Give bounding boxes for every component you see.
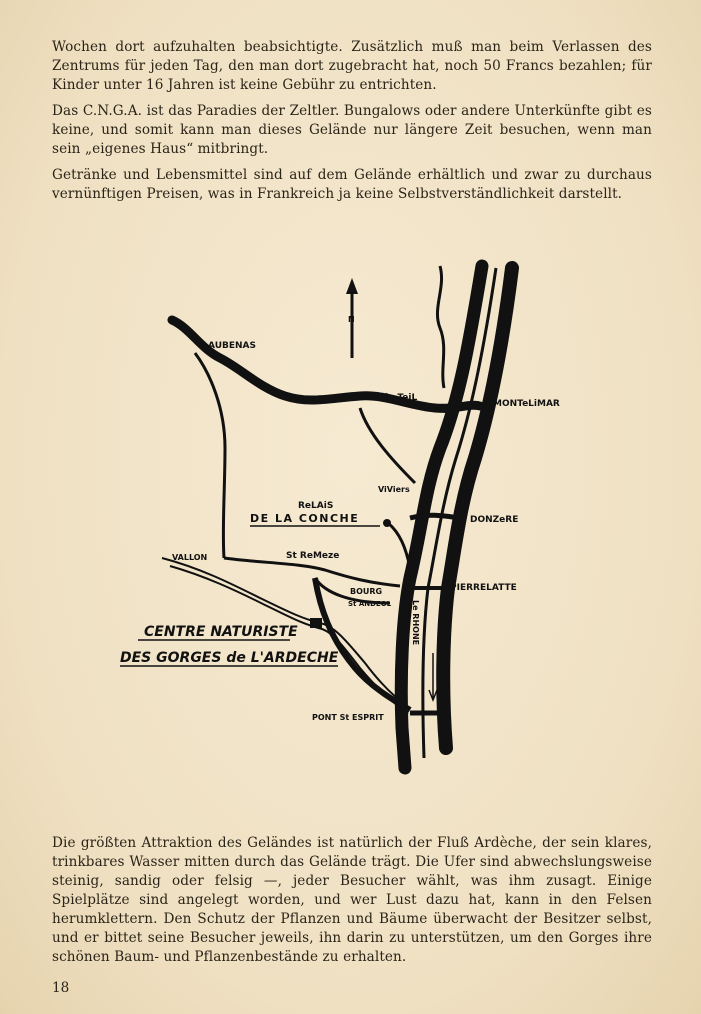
road-west: [195, 353, 225, 558]
ardeche-map: [110, 258, 560, 778]
road-conche: [388, 523, 410, 568]
road-st-remeze: [224, 558, 400, 586]
label-des-gorges: DES GORGES de L'ARDECHE: [120, 650, 339, 666]
label-st-remeze: St ReMeze: [286, 551, 340, 561]
label-pont-st-esprit: PONT St ESPRIT: [312, 713, 384, 722]
road-aubenas-montelimar: [172, 320, 480, 408]
label-relais: ReLAiS: [298, 501, 334, 511]
label-pierrelatte: PIERRELATTE: [450, 583, 517, 593]
label-viviers: ViViers: [378, 485, 410, 494]
paragraph-4: Die größten Attraktion des Geländes ist natürlich der Fluß Ardèche, der sein klares, trinkbares Wasser mitten durch das Gelände trägt. Die Ufer sind abwechslungsweise steinig, sandig oder felsig —, jeder Besucher wählt, was ihm zusagt. Einige Spielplätze sind angelegt worden, und wer Lust dazu hat, kann in den Felsen herumklettern. Den Schutz der Pflanzen und Bäume überwacht der Besitzer selbst, und er bittet seine Besucher jeweils, ihn darin zu unterstützen, um den Gorges ihre schönen Baum- und Pflanzenbestände zu erhalten.: [52, 835, 652, 965]
label-st-andeol: St ANDEOL: [348, 600, 392, 608]
paragraph-1: Wochen dort aufzuhalten beabsichtigte. Zusätzlich muß man beim Verlassen des Zentrums für jeden Tag, den man dort zugebracht hat, noch 50 Francs bezahlen; für Kinder unter 16 Jahren ist keine Gebühr zu entrichten.: [52, 39, 652, 93]
north-arrow-icon: [346, 278, 358, 358]
label-le-teil: le TeiL: [385, 393, 418, 403]
label-donzere: DONZeRE: [470, 515, 519, 525]
paragraph-2: Das C.N.G.A. ist das Paradies der Zeltler. Bungalows oder andere Unterkünfte gibt es keine, und somit kann man dieses Gelände nur längere Zeit besuchen, wenn man sein „eigenes Haus“ mitbringt.: [52, 103, 652, 157]
rhone-canal: [437, 266, 444, 388]
top-text: [52, 38, 652, 211]
label-le-rhone: Le RHONE: [411, 600, 420, 646]
label-vallon: VALLON: [172, 553, 208, 562]
centre-marker: [310, 618, 322, 628]
road-viviers: [360, 408, 415, 483]
north-label: N: [348, 315, 355, 324]
road-donzere: [410, 515, 460, 518]
page-number: 18: [52, 980, 70, 996]
rhone-river-east: [443, 268, 512, 748]
label-aubenas: AUBENAS: [208, 341, 256, 351]
label-de-la-conche: DE LA CONCHE: [250, 512, 360, 525]
label-bourg: BOURG: [350, 587, 383, 596]
bottom-text: [52, 834, 652, 974]
label-centre-naturiste: CENTRE NATURISTE: [144, 624, 298, 640]
paragraph-3: Getränke und Lebensmittel sind auf dem Gelände erhältlich und zwar zu durchaus vernünftigen Preisen, was in Frankreich ja keine Selbstverständlichkeit darstellt.: [52, 167, 652, 202]
label-montelimar: MONTeLiMAR: [493, 399, 560, 409]
